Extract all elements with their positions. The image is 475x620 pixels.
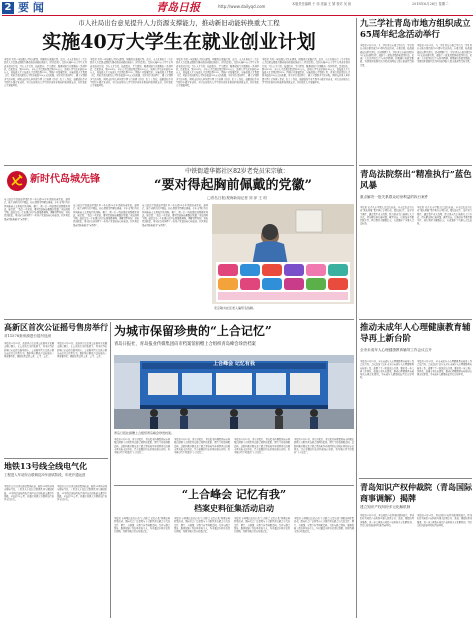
right-bottom-body-col2: 本报讯 6月25日，青岛知识产权仲裁院揭牌成立。仲裁院将为知识产权纠纷当事人提供专业、高效、便捷的仲裁服务，进一步完善我市知识产权纠纷多元化解机制，营造良好的创新环境和营商环境。 xyxy=(417,514,472,527)
right-low-headline: 推动未成年人心理健康教育辅导再上新台阶 xyxy=(360,323,471,344)
lead-headline: 实施40万大学生在就业创业计划 xyxy=(42,31,316,53)
feature2-body-col2: 本报讯 市档案馆近日启动“上合峰会 记忆有我”档案史料征集活动，面向社会广泛征集与上合组织青岛峰会有关的文件、照片、音视频、实物等各类档案资料。凡参与峰会筹备、服务保障工作的单位和个人，均可通过多种方式进行捐赠，共同为城市留存珍贵记忆。 xyxy=(174,517,230,534)
newspaper-logo: 青岛日报 xyxy=(156,1,200,14)
left-low-body-col1: 本报讯 记者从青岛地铁集团获悉，地铁13号线全线实现电气化，工程进入车站综合联调及冲车测试阶段。13号线是连接西海岸新区南北的轨道交通骨干线路，全长约70公里，开通后将极大方便西海岸新区市民出行。 xyxy=(4,485,54,502)
lead-body-col1: 本报讯 为进一步加强人才队伍建设，增强青岛发展后劲，近日，市人社局出台《关于提升人力资源支撑能力推动新旧动能转换重大工程的意见》，提出实施40万大学生在青就业创业计划，并在人才引进、技能提升、平台建设、服务保障等方面推出一系列举措。意见提出，到2022年，全市人才资源总量达到230万人，新增大学生就业创业40万人，高技能人才占技能人才比例达到33%。围绕产业发展需求，实施高端人才集聚工程，对新引进的顶尖人才给予最高500万元的奖励，对企业引进的博士、硕士分别给予生活补贴。同时支持用人单位建立博士后科研工作站、院士工作站，鼓励高校毕业生到中小微企业就业，对首次创业的大学生给予创业补贴和担保贷款支持，持续优化人才发展环境。 xyxy=(4,58,87,88)
feature2-sub: 档案史料征集活动启动 xyxy=(194,503,274,513)
right-mid-sub: 重点解决一批关系群众切身利益的执行案件 xyxy=(360,195,429,199)
left-mid-body-col1: 本报讯 6月25日，高新区首次采用公证摇号方式确定购房顺序，在公证机关全程监督下，对本次登记的购房家庭进行摇号排序。公证摇号售房是我市规范商品住房销售行为、维护购房群众合法权益的一项重要举措，确保销售过程公开、公平、公正。 xyxy=(4,342,54,359)
feature2-body-col1: 本报讯 市档案馆近日启动“上合峰会 记忆有我”档案史料征集活动，面向社会广泛征集与上合组织青岛峰会有关的文件、照片、音视频、实物等各类档案资料。凡参与峰会筹备、服务保障工作的单位和个人，均可通过多种方式进行捐赠，共同为城市留存珍贵记忆。 xyxy=(114,517,170,534)
right-low-body-col1: 本报讯 6月25日，全市未成年人心理健康教育辅导工作会议召开。会议总结了近年来全市未成年人心理健康教育辅导工作，部署了下一阶段重点任务，要求进一步完善工作体系，加强专业队伍建设，推动心理健康教育辅导站点规范化建设，为未成年人健康成长营造良好环境。 xyxy=(360,360,414,380)
right-top-body-col1: 本报讯 6月25日，九三学社青岛市委会举行九三学社青岛市地方组织成立65周年纪念活动。市委常委、统战部部长出席并讲话。活动回顾了九三学社青岛市地方组织65年来的光辉历程，表彰了一批先进集体和优秀社员，希望广大社员坚持民主与科学精神，积极履行参政党职能，为建设开放现代活力时尚的国际大都市贡献智慧和力量。 xyxy=(360,44,414,67)
banner-byline: □青岛日报/观海新闻记者 刘 萍 王 玥 xyxy=(207,196,267,200)
section-rule xyxy=(4,165,354,166)
feature-body-col4: 本报讯 6月25日，青岛日报社、青岛报业传媒集团向市档案馆捐赠上合组织青岛峰会期间的报纸、照片等珍贵档案资料。这批档案全面记录了峰会筹备和举办期间青岛的城市风貌和市民风采，具有重要的历史价值和保存价值，将为城市留下珍贵的“上合记忆”。 xyxy=(294,438,354,455)
right-rule-2 xyxy=(359,319,472,320)
lead-body-col2: 本报讯 为进一步加强人才队伍建设，增强青岛发展后劲，近日，市人社局出台《关于提升人力资源支撑能力推动新旧动能转换重大工程的意见》，提出实施40万大学生在青就业创业计划，并在人才引进、技能提升、平台建设、服务保障等方面推出一系列举措。意见提出，到2022年，全市人才资源总量达到230万人，新增大学生就业创业40万人，高技能人才占技能人才比例达到33%。围绕产业发展需求，实施高端人才集聚工程，对新引进的顶尖人才给予最高500万元的奖励，对企业引进的博士、硕士分别给予生活补贴。同时支持用人单位建立博士后科研工作站、院士工作站，鼓励高校毕业生到中小微企业就业，对首次创业的大学生给予创业补贴和担保贷款支持，持续优化人才发展环境。 xyxy=(90,58,173,88)
right-mid-body-col2: 本报讯 记者从市中级人民法院获悉，全市法院近日启动“蓝色风暴”集中执行专项行动，聚焦涉民生、涉企业等案件，通过集中查人找物、联合惩戒失信被执行人等方式，切实解决执行难问题。截至目前，已执结各类案件数千件，执行到位金额数亿元，有效维护了当事人合法权益。 xyxy=(417,206,472,226)
feature2-body-col4: 本报讯 市档案馆近日启动“上合峰会 记忆有我”档案史料征集活动，面向社会广泛征集与上合组织青岛峰会有关的文件、照片、音视频、实物等各类档案资料。凡参与峰会筹备、服务保障工作的单位和个人，均可通过多种方式进行捐赠，共同为城市留存珍贵记忆。 xyxy=(294,517,354,534)
feature-body-col1: 本报讯 6月25日，青岛日报社、青岛报业传媒集团向市档案馆捐赠上合组织青岛峰会期间的报纸、照片等珍贵档案资料。这批档案全面记录了峰会筹备和举办期间青岛的城市风貌和市民风采，具有重要的历史价值和保存价值，将为城市留下珍贵的“上合记忆”。 xyxy=(114,438,170,455)
left-low-sub: 工程进入车站综合联调及冲车测试阶段，年底开通运营 xyxy=(4,473,86,477)
section-title: 要 闻 xyxy=(18,1,44,14)
editor-line: 本版责任编辑 于 伟 美编 王 婧 校对 吴 琼 xyxy=(292,2,352,6)
column-divider-2 xyxy=(110,322,111,618)
masthead-rule xyxy=(2,15,473,16)
banner-body-col3: 宋宗敏是中铁街道华都社区一名有着60多年党龄的老党员。退休后，她主动担任社区楼长，热心帮助邻里解决困难，多年来坚持为社区困难老人义务编织毛线鞋、帽子，把一针一线的温暖送到群众身边。她常说：“我是一名党员，要对得起胸前佩戴的党徽。”无论刮风下雨，她总是第一个出现在社区志愿服务现场，调解邻里纠纷，宣传党的政策，用实际行动诠释了一名共产党员的初心和使命。社区居民都亲切地称她为“宋妈妈”。 xyxy=(142,204,208,227)
right-bottom-sub: 建立知识产权纠纷多元化解机制 xyxy=(360,505,411,509)
right-top-body-col2: 本报讯 6月25日，九三学社青岛市委会举行九三学社青岛市地方组织成立65周年纪念活动。市委常委、统战部部长出席并讲话。活动回顾了九三学社青岛市地方组织65年来的光辉历程，表彰了一批先进集体和优秀社员，希望广大社员坚持民主与科学精神，积极履行参政党职能，为建设开放现代活力时尚的国际大都市贡献智慧和力量。 xyxy=(417,44,472,64)
right-bottom-headline: 青岛知识产权仲裁院（青岛国际商事调解）揭牌 xyxy=(360,482,472,503)
feature-photo-caption: 青岛日报社捐赠上合组织青岛峰会珍贵档案。 xyxy=(114,431,175,435)
feature-headline: 为城市保留珍贵的“上合记忆” xyxy=(114,324,272,338)
left-low-body-col2: 本报讯 记者从青岛地铁集团获悉，地铁13号线全线实现电气化，工程进入车站综合联调及冲车测试阶段。13号线是连接西海岸新区南北的轨道交通骨干线路，全长约70公里，开通后将极大方便西海岸新区市民出行。 xyxy=(57,485,107,502)
column-divider xyxy=(356,18,357,618)
right-top-headline: 九三学社青岛市地方组织成立65周年纪念活动举行 xyxy=(360,19,471,40)
feature-rule xyxy=(114,485,354,486)
lead-body-col4: 本报讯 为进一步加强人才队伍建设，增强青岛发展后劲，近日，市人社局出台《关于提升人力资源支撑能力推动新旧动能转换重大工程的意见》，提出实施40万大学生在青就业创业计划，并在人才引进、技能提升、平台建设、服务保障等方面推出一系列举措。意见提出，到2022年，全市人才资源总量达到230万人，新增大学生就业创业40万人，高技能人才占技能人才比例达到33%。围绕产业发展需求，实施高端人才集聚工程，对新引进的顶尖人才给予最高500万元的奖励，对企业引进的博士、硕士分别给予生活补贴。同时支持用人单位建立博士后科研工作站、院士工作站，鼓励高校毕业生到中小微企业就业，对首次创业的大学生给予创业补贴和担保贷款支持，持续优化人才发展环境。 xyxy=(262,58,350,85)
banner-label: 新时代岛城先锋 xyxy=(30,174,100,185)
feature2-body-col3: 本报讯 市档案馆近日启动“上合峰会 记忆有我”档案史料征集活动，面向社会广泛征集与上合组织青岛峰会有关的文件、照片、音视频、实物等各类档案资料。凡参与峰会筹备、服务保障工作的单位和个人，均可通过多种方式进行捐赠，共同为城市留存珍贵记忆。 xyxy=(234,517,290,534)
banner-photo xyxy=(212,204,354,304)
issue-date: 2018年6月26日 星期二 xyxy=(412,2,449,6)
lead-kicker: 市人社局出台意见提升人力资源支撑能力，推动新旧动能转换重大工程 xyxy=(78,19,280,27)
right-rule-1 xyxy=(359,165,472,166)
feature-body-col2: 本报讯 6月25日，青岛日报社、青岛报业传媒集团向市档案馆捐赠上合组织青岛峰会期间的报纸、照片等珍贵档案资料。这批档案全面记录了峰会筹备和举办期间青岛的城市风貌和市民风采，具有重要的历史价值和保存价值，将为城市留下珍贵的“上合记忆”。 xyxy=(174,438,230,455)
right-mid-body-col1: 本报讯 记者从市中级人民法院获悉，全市法院近日启动“蓝色风暴”集中执行专项行动，聚焦涉民生、涉企业等案件，通过集中查人找物、联合惩戒失信被执行人等方式，切实解决执行难问题。截至目前，已执结各类案件数千件，执行到位金额数亿元，有效维护了当事人合法权益。 xyxy=(360,206,414,226)
banner-headline: “要对得起胸前佩戴的党徽” xyxy=(154,178,312,193)
banner-kicker: 中铁街道华都社区82岁老党员宋宗敏： xyxy=(185,168,289,175)
banner-body-col2: 宋宗敏是中铁街道华都社区一名有着60多年党龄的老党员。退休后，她主动担任社区楼长，热心帮助邻里解决困难，多年来坚持为社区困难老人义务编织毛线鞋、帽子，把一针一线的温暖送到群众身边。她常说：“我是一名党员，要对得起胸前佩戴的党徽。”无论刮风下雨，她总是第一个出现在社区志愿服务现场，调解邻里纠纷，宣传党的政策，用实际行动诠释了一名共产党员的初心和使命。社区居民都亲切地称她为“宋妈妈”。 xyxy=(73,204,139,227)
feature-sub: 青岛日报社、青岛报业传媒集团向市档案馆捐赠上合组织青岛峰会珍贵档案 xyxy=(114,342,256,347)
site-url: http://www.dailyqd.com xyxy=(218,4,266,9)
right-mid-headline: 青岛法院祭出“精准执行”蓝色风暴 xyxy=(360,170,472,191)
feature-board-title: 上合峰会 记忆有我 xyxy=(213,361,255,367)
banner-label-box xyxy=(6,170,110,192)
section-rule-2 xyxy=(4,319,354,320)
lead-body-col3: 本报讯 为进一步加强人才队伍建设，增强青岛发展后劲，近日，市人社局出台《关于提升人力资源支撑能力推动新旧动能转换重大工程的意见》，提出实施40万大学生在青就业创业计划，并在人才引进、技能提升、平台建设、服务保障等方面推出一系列举措。意见提出，到2022年，全市人才资源总量达到230万人，新增大学生就业创业40万人，高技能人才占技能人才比例达到33%。围绕产业发展需求，实施高端人才集聚工程，对新引进的顶尖人才给予最高500万元的奖励，对企业引进的博士、硕士分别给予生活补贴。同时支持用人单位建立博士后科研工作站、院士工作站，鼓励高校毕业生到中小微企业就业，对首次创业的大学生给予创业补贴和担保贷款支持，持续优化人才发展环境。 xyxy=(176,58,259,88)
left-mid-sub: 对11578套房源进行摇号选房 xyxy=(4,334,52,338)
feature-photo xyxy=(114,355,354,429)
left-mid-body-col2: 本报讯 6月25日，高新区首次采用公证摇号方式确定购房顺序，在公证机关全程监督下，对本次登记的购房家庭进行摇号排序。公证摇号售房是我市规范商品住房销售行为、维护购房群众合法权益的一项重要举措，确保销售过程公开、公平、公正。 xyxy=(57,342,107,359)
right-low-sub: 全市未成年人心理健康教育辅导工作会议召开 xyxy=(360,348,432,352)
feature2-headline: “上合峰会 记忆有我” xyxy=(181,488,287,501)
right-rule-3 xyxy=(359,478,472,479)
page-number: 2 xyxy=(2,2,14,14)
left-low-headline: 地铁13号线全线电气化 xyxy=(4,461,88,471)
left-mid-headline: 高新区首次公证摇号售房举行 xyxy=(4,322,108,332)
right-bottom-body-col1: 本报讯 6月25日，青岛知识产权仲裁院揭牌成立。仲裁院将为知识产权纠纷当事人提供专业、高效、便捷的仲裁服务，进一步完善我市知识产权纠纷多元化解机制，营造良好的创新环境和营商环境。 xyxy=(360,514,414,527)
banner-photo-caption: 宋宗敏为社区老人编织毛线鞋。 xyxy=(214,306,257,310)
banner-body-col1: 宋宗敏是中铁街道华都社区一名有着60多年党龄的老党员。退休后，她主动担任社区楼长，热心帮助邻里解决困难，多年来坚持为社区困难老人义务编织毛线鞋、帽子，把一针一线的温暖送到群众身边。她常说：“我是一名党员，要对得起胸前佩戴的党徽。”无论刮风下雨，她总是第一个出现在社区志愿服务现场，调解邻里纠纷，宣传党的政策，用实际行动诠释了一名共产党员的初心和使命。社区居民都亲切地称她为“宋妈妈”。 xyxy=(4,198,70,221)
right-low-body-col2: 本报讯 6月25日，全市未成年人心理健康教育辅导工作会议召开。会议总结了近年来全市未成年人心理健康教育辅导工作，部署了下一阶段重点任务，要求进一步完善工作体系，加强专业队伍建设，推动心理健康教育辅导站点规范化建设，为未成年人健康成长营造良好环境。 xyxy=(417,360,472,377)
party-emblem-icon xyxy=(6,170,28,192)
feature-body-col3: 本报讯 6月25日，青岛日报社、青岛报业传媒集团向市档案馆捐赠上合组织青岛峰会期间的报纸、照片等珍贵档案资料。这批档案全面记录了峰会筹备和举办期间青岛的城市风貌和市民风采，具有重要的历史价值和保存价值，将为城市留下珍贵的“上合记忆”。 xyxy=(234,438,290,455)
left-rule xyxy=(4,458,108,459)
